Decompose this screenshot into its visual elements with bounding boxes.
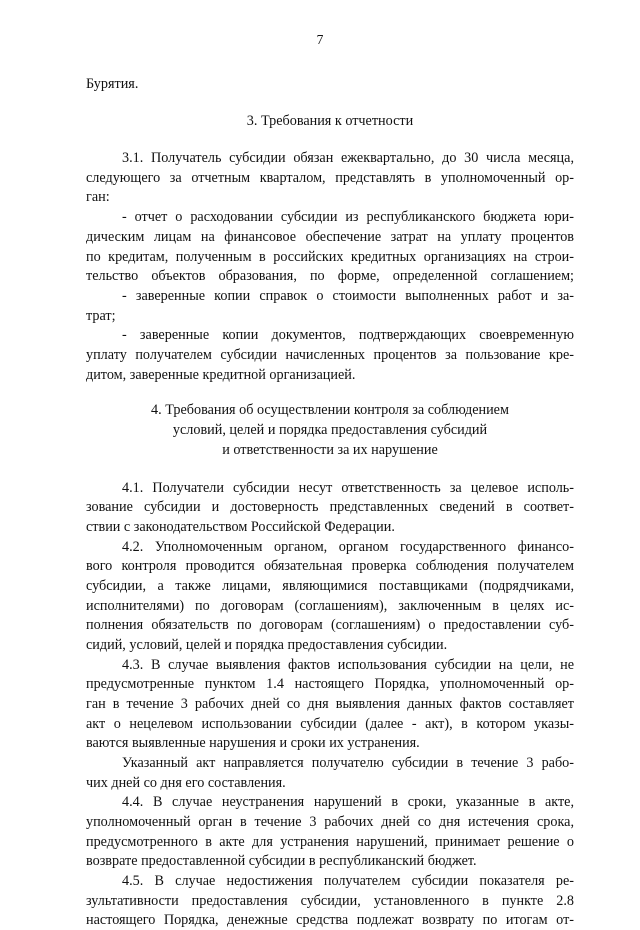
- text-line: зультативности предоставления субсидии, установленного в пункте 2.8: [86, 893, 574, 909]
- section-heading-3: 3. Требования к отчетности: [246, 113, 414, 129]
- text-line: ваются выявленные нарушения и сроки их устранения.: [86, 735, 420, 751]
- text-line: 4.5. В случае недостижения получателем субсидии показателя ре-: [122, 873, 574, 889]
- text-line: Бурятия.: [86, 76, 139, 92]
- text-line: настоящего Порядка, денежные средства подлежат возврату по итогам от-: [86, 912, 574, 928]
- text-line: уплату получателем субсидии начисленных процентов за пользование кре-: [86, 347, 574, 363]
- text-line: уполномоченный орган в течение 3 рабочих дней со дня истечения срока,: [86, 814, 574, 830]
- text-line: - заверенные копии документов, подтверждающих своевременную: [122, 327, 574, 343]
- text-line: полнения обязательств по договорам (соглашениям) о предоставлении суб-: [86, 617, 574, 633]
- text-line: дитом, заверенные кредитной организацией.: [86, 367, 356, 383]
- text-line: тельство объектов образования, по форме, определенной соглашением;: [86, 268, 574, 284]
- text-line: следующего за отчетным кварталом, представлять в уполномоченный ор-: [86, 170, 574, 186]
- text-line: чих дней со дня его составления.: [86, 775, 286, 791]
- text-line: субсидии, а также лицами, являющимися поставщиками (подрядчиками,: [86, 578, 574, 594]
- text-line: сидий, условий, целей и порядка предоставления субсидии.: [86, 637, 448, 653]
- text-line: предусмотренные пунктом 1.4 настоящего Порядка, уполномоченный ор-: [86, 676, 574, 692]
- text-line: по кредитам, полученным в российских кредитных организациях на строи-: [86, 249, 574, 265]
- section-heading-4: условий, целей и порядка предоставления субсидий: [172, 422, 488, 438]
- text-line: 4.3. В случае выявления фактов использования субсидии на цели, не: [122, 657, 574, 673]
- text-line: - заверенные копии справок о стоимости выполненных работ и за-: [122, 288, 574, 304]
- text-line: возврате предоставленной субсидии в республиканский бюджет.: [86, 853, 477, 869]
- text-line: ствии с законодательством Российской Федерации.: [86, 519, 395, 535]
- text-line: трат;: [86, 308, 116, 324]
- text-line: - отчет о расходовании субсидии из республиканского бюджета юри-: [122, 209, 574, 225]
- text-line: зование субсидии и достоверность представленных сведений в соответ-: [86, 499, 574, 515]
- text-line: дическим лицам на финансовое обеспечение затрат на уплату процентов: [86, 229, 574, 245]
- text-line: исполнителями) по договорам (соглашениям), заключенным в целях ис-: [86, 598, 574, 614]
- page-number: 7: [316, 32, 324, 47]
- text-line: ган в течение 3 рабочих дней со дня выявления данных фактов составляет: [86, 696, 574, 712]
- text-line: 4.1. Получатели субсидии несут ответственность за целевое исполь-: [122, 480, 574, 496]
- text-line: 4.4. В случае неустранения нарушений в сроки, указанные в акте,: [122, 794, 574, 810]
- text-line: акт о нецелевом использовании субсидии (далее - акт), в котором указы-: [86, 716, 574, 732]
- text-line: Указанный акт направляется получателю субсидии в течение 3 рабо-: [122, 755, 574, 771]
- text-line: ган:: [86, 189, 110, 205]
- section-heading-4: и ответственности за их нарушение: [222, 442, 438, 458]
- text-line: 3.1. Получатель субсидии обязан ежеквартально, до 30 числа месяца,: [122, 150, 574, 166]
- section-heading-4: 4. Требования об осуществлении контроля за соблюдением: [151, 402, 509, 418]
- text-line: предусмотренного в акте для устранения нарушений, принимает решение о: [86, 834, 574, 850]
- text-line: вого контроля проводится обязательная проверка соблюдения получателем: [86, 558, 574, 574]
- text-line: 4.2. Уполномоченным органом, органом государственного финансо-: [122, 539, 574, 555]
